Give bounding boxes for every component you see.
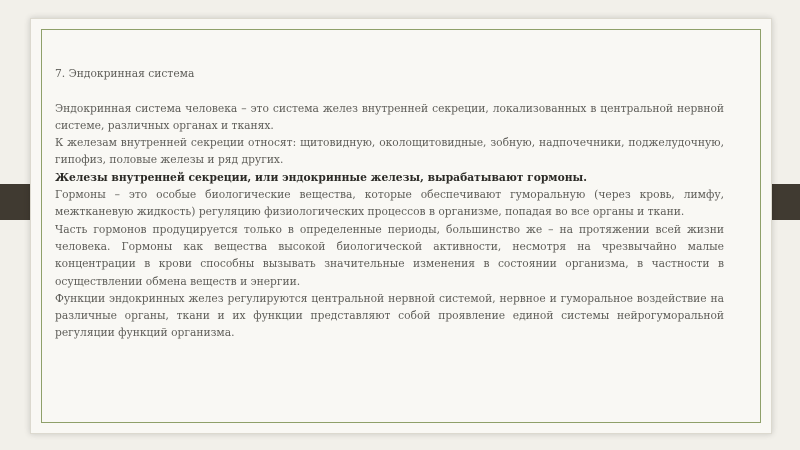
- paragraph-hormones-statement: Железы внутренней секреции, или эндокринные железы, вырабатывают гормоны.: [55, 170, 587, 184]
- paragraph-glands-list: К железам внутренней секреции относят: щитовидную, околощитовидные, зобную, надпочечники, поджелудочную, гипофиз, половые железы и ряд других.: [55, 136, 724, 167]
- panel-frame: [41, 29, 761, 423]
- slide-text: [55, 65, 724, 342]
- paragraph-regulation: Функции эндокринных желез регулируются центральной нервной системой, нервное и гуморальное воздействие на различные органы, ткани и их функции представляют собой проявление единой системы нейрогуморальной регуляции функций организма.: [55, 291, 724, 340]
- paragraph-definition: Эндокринная система человека – это система желез внутренней секреции, локализованных в центральной нервной системе, различных органах и тканях.: [55, 101, 724, 132]
- content-panel: [30, 18, 772, 434]
- paragraph-hormone-activity: Часть гормонов продуцируется только в определенные периоды, большинство же – на протяжении всей жизни человека. Гормоны как вещества высокой биологической активности, несмотря на чрезвычайно малые концентрации в крови способны вызывать значительные изменения в состоянии организма, в частности в осуществлении обмена веществ и энергии.: [55, 222, 724, 288]
- slide-title: 7. Эндокринная система: [55, 67, 195, 80]
- paragraph-hormones-definition: Гормоны – это особые биологические вещества, которые обеспечивают гуморальную (через кровь, лимфу, межтканевую жидкость) регуляцию физиологических процессов в организме, попадая во все органы и ткани.: [55, 188, 724, 219]
